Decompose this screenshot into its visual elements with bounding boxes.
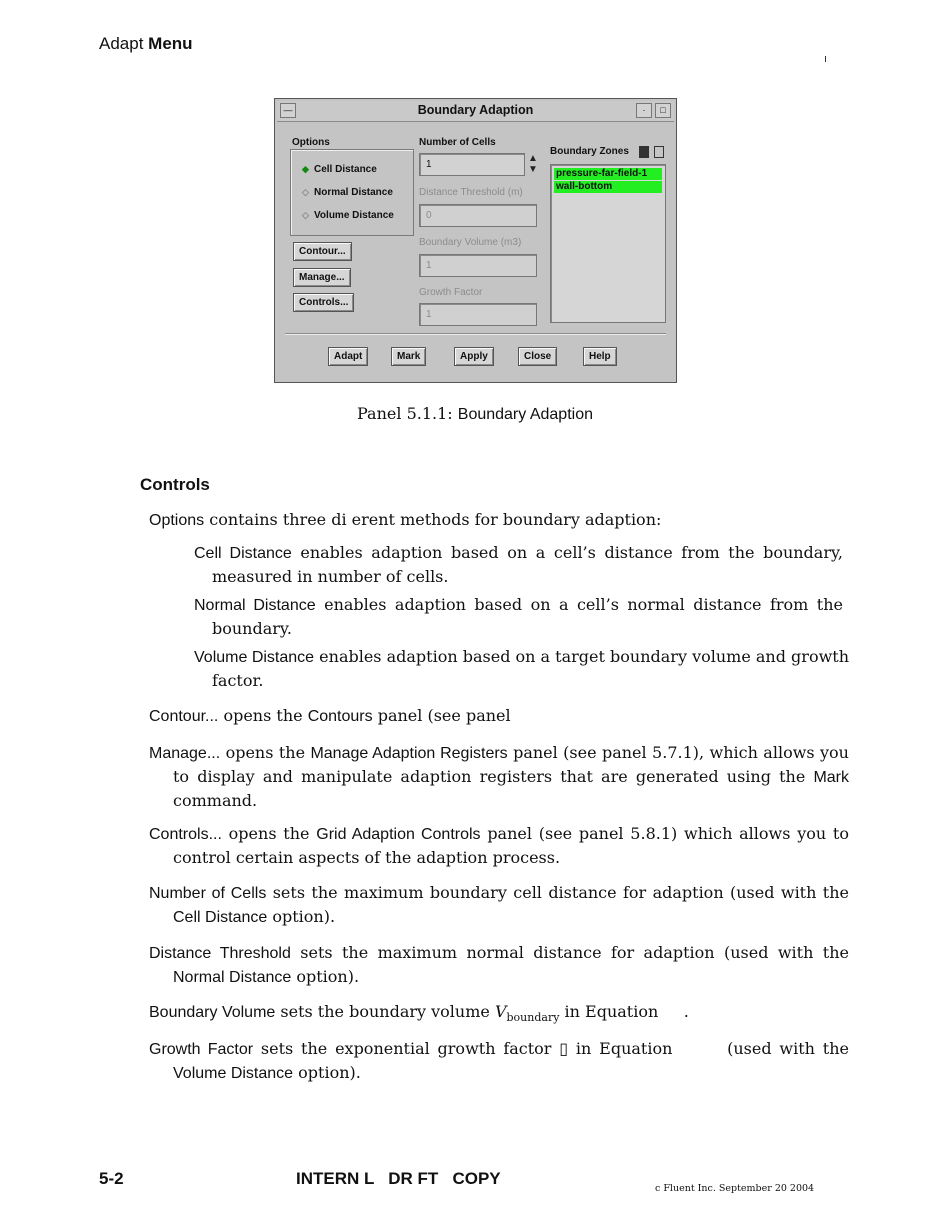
distance-threshold-input[interactable]: 0 (419, 204, 537, 227)
ref: Contours (307, 708, 373, 725)
term: Volume Distance (194, 649, 315, 666)
close-button[interactable]: Close (518, 347, 557, 366)
ref: Cell Distance (173, 909, 268, 926)
desc: enables adaption based on a cell’s normal distance from the boundary. (212, 595, 843, 638)
desc: command. (173, 791, 258, 810)
term: Boundary Volume (149, 1004, 276, 1021)
draft-watermark: INTERN L DR FT COPY (296, 1169, 501, 1188)
desc: opens the (218, 706, 308, 725)
radio-normal-distance[interactable] (301, 187, 393, 198)
desc: in Equation . (559, 1002, 689, 1021)
term: Options (149, 512, 205, 529)
desc: panel (see panel (372, 706, 511, 725)
help-button[interactable]: Help (583, 347, 617, 366)
controls-heading: Controls (140, 475, 210, 494)
desc: contains three di erent methods for boundary adaption: (204, 510, 662, 529)
desc: opens the (221, 824, 317, 843)
margin-tick (825, 56, 826, 62)
caption-prefix: Panel 5.1.1: (357, 404, 453, 423)
page-number: 5-2 (99, 1169, 124, 1188)
desc: sets the exponential growth factor (253, 1039, 560, 1058)
zone-item[interactable]: pressure-far-field-1 (554, 168, 662, 180)
maximize-icon[interactable]: □ (655, 103, 671, 118)
term: Manage... (149, 745, 221, 762)
radio-cell-distance[interactable] (301, 164, 377, 175)
boundary-volume-input[interactable]: 1 (419, 254, 537, 277)
item-options (149, 508, 829, 532)
boundary-zones-list[interactable] (550, 164, 666, 323)
boundary-adaption-dialog (274, 98, 677, 383)
ref: Grid Adaption Controls (316, 826, 481, 843)
radio-label: Volume Distance (314, 210, 394, 221)
ref: Volume Distance (173, 1065, 294, 1082)
desc: panel (see panel 5.8.1) which allows you to control certain aspects of the adaption process. (173, 824, 849, 867)
item-boundary-volume (149, 1000, 825, 1029)
desc: opens the (220, 743, 311, 762)
manage-button[interactable]: Manage... (293, 268, 351, 287)
radio-label: Normal Distance (314, 187, 393, 198)
term: Growth Factor (149, 1041, 254, 1058)
dialog-title: Boundary Adaption (417, 103, 534, 117)
desc: option). (267, 907, 336, 926)
boundary-volume-label: Boundary Volume (m3) (419, 237, 522, 248)
radio-unselected-icon: ◇ (302, 210, 309, 220)
dialog-titlebar (277, 101, 674, 122)
radio-unselected-icon: ◇ (302, 187, 309, 197)
desc: option). (291, 967, 360, 986)
term: Controls... (149, 826, 222, 843)
item-number-of-cells (149, 881, 849, 929)
subscript: boundary (506, 1011, 560, 1025)
desc: option). (293, 1063, 361, 1082)
desc: enables adaption based on a target boundary volume and growth factor. (212, 647, 850, 690)
options-group (290, 149, 414, 236)
item-manage (149, 741, 849, 812)
ref: Manage Adaption Registers (310, 745, 508, 762)
item-normal-distance (194, 593, 843, 640)
desc: sets the maximum boundary cell distance for adaption (used with the (266, 883, 850, 902)
distance-threshold-label: Distance Threshold (m) (419, 187, 523, 198)
select-all-icon[interactable] (639, 146, 649, 158)
minimize-icon[interactable]: · (636, 103, 652, 118)
radio-label: Cell Distance (314, 164, 377, 175)
apply-button[interactable]: Apply (454, 347, 494, 366)
caption-name: Boundary Adaption (457, 406, 593, 423)
symbol-placeholder: ▯ (559, 1039, 569, 1058)
number-of-cells-label: Number of Cells (419, 137, 496, 148)
mark-button[interactable]: Mark (391, 347, 426, 366)
running-header (99, 34, 193, 54)
desc: in Equation (used with the (568, 1039, 855, 1058)
term: Normal Distance (194, 597, 316, 614)
options-label: Options (292, 137, 330, 148)
contour-button[interactable]: Contour... (293, 242, 352, 261)
boundary-zones-label: Boundary Zones (550, 146, 629, 157)
radio-volume-distance[interactable] (301, 210, 394, 221)
variable: V (494, 1002, 507, 1021)
separator (285, 333, 666, 335)
window-menu-icon[interactable]: — (280, 103, 296, 118)
radio-selected-icon: ◆ (302, 164, 309, 174)
number-of-cells-input[interactable]: 1 (419, 153, 525, 176)
item-contour (149, 704, 849, 728)
spinner-arrows-icon[interactable]: ▲ ▼ (528, 153, 538, 175)
term: Contour... (149, 708, 219, 725)
panel-caption (0, 404, 950, 424)
header-menu: Menu (148, 34, 193, 53)
controls-button[interactable]: Controls... (293, 293, 354, 312)
item-volume-distance (194, 645, 849, 692)
copyright: c Fluent Inc. September 20 2004 (655, 1183, 815, 1194)
desc: sets the boundary volume (275, 1002, 495, 1021)
header-section: Adapt (99, 34, 144, 53)
growth-factor-label: Growth Factor (419, 287, 483, 298)
desc: sets the maximum normal distance for adaption (used with the (290, 943, 849, 962)
term: Cell Distance (194, 545, 292, 562)
desc: panel (see panel 5.7.1), which allows you to display and manipulate adaption registers that are generated using the (173, 743, 849, 786)
desc: enables adaption based on a cell’s distance from the boundary, measured in number of cells. (212, 543, 843, 586)
deselect-all-icon[interactable] (654, 146, 664, 158)
item-cell-distance (194, 541, 843, 588)
item-growth-factor (149, 1037, 855, 1085)
item-distance-threshold (149, 941, 849, 989)
zone-item[interactable]: wall-bottom (554, 181, 662, 193)
growth-factor-input[interactable]: 1 (419, 303, 537, 326)
ref: Mark (813, 769, 849, 786)
adapt-button[interactable]: Adapt (328, 347, 368, 366)
term: Distance Threshold (149, 945, 291, 962)
term: Number of Cells (149, 885, 267, 902)
ref: Normal Distance (173, 969, 292, 986)
item-controls (149, 822, 849, 869)
